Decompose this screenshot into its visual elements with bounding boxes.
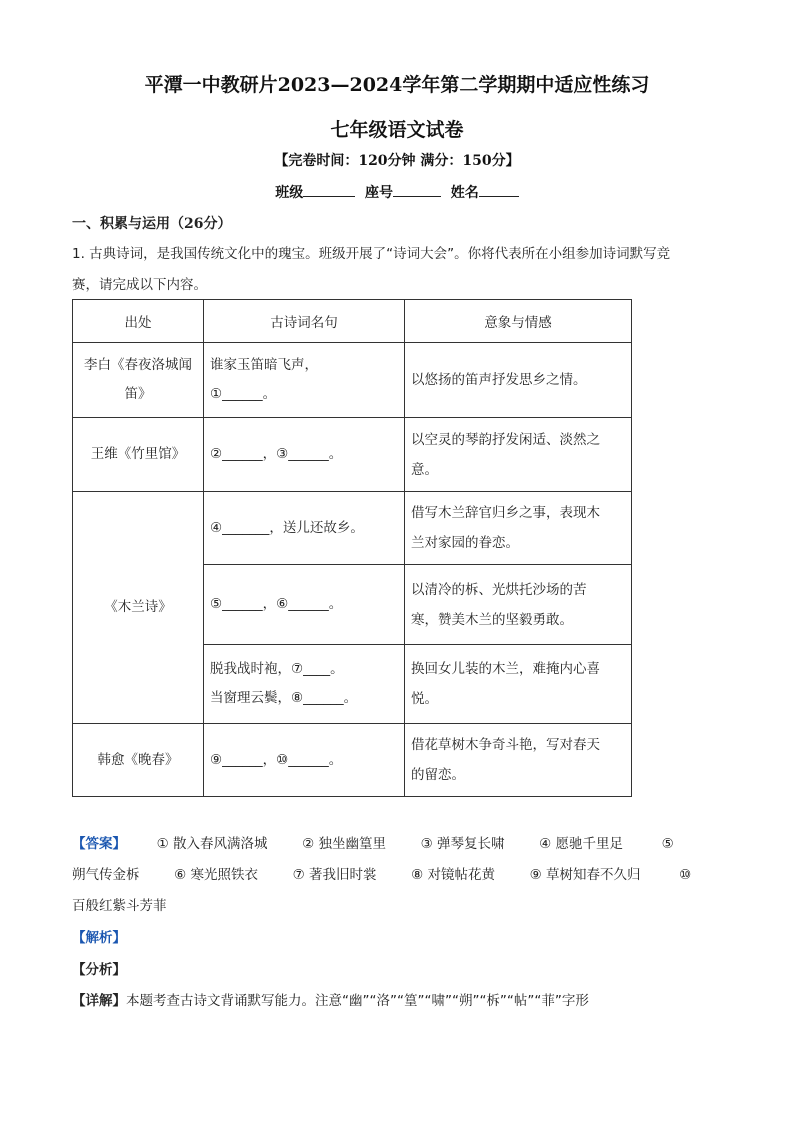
- meaning-cell: [405, 565, 632, 645]
- answer-label: 【答案】: [72, 836, 126, 852]
- source-text: 笛》: [124, 386, 152, 402]
- student-info-line: [0, 181, 794, 202]
- meaning-text: 以清冷的柝、光烘托沙场的苦: [411, 581, 587, 598]
- seat-label: 座号: [365, 185, 393, 201]
- meaning-cell: [405, 724, 632, 797]
- answer-item: ② 独坐幽篁里: [302, 836, 386, 852]
- detail-text: 本题考查古诗文背诵默写能力。注意“幽”“洛”“篁”“啸”“朔”“柝”“帖”“菲”字形: [126, 993, 589, 1009]
- answer-item: 百般红紫斗芳菲: [72, 898, 167, 914]
- meaning-text: 以悠扬的笛声抒发思乡之情。: [411, 372, 587, 388]
- answer-item-number: ⑤: [661, 836, 674, 852]
- source-cell: [73, 724, 204, 797]
- detail-line: [72, 989, 589, 1009]
- answer-item: ⑧ 对镜帖花黄: [411, 867, 495, 883]
- source-text: 王维《竹里馆》: [90, 446, 186, 462]
- question-intro: [72, 239, 722, 301]
- meaning-cell: [405, 645, 632, 724]
- verse-text[interactable]: 脱我战时袍，⑦____。: [210, 661, 344, 677]
- meaning-text: 借写木兰辞官归乡之事，表现木: [411, 505, 600, 521]
- section-heading: 一、积累与运用（26分）: [72, 216, 232, 232]
- meaning-text: 兰对家园的眷恋。: [411, 535, 519, 551]
- verse-cell: [204, 724, 405, 797]
- meaning-text: 换回女儿装的木兰，难掩内心喜悦。: [411, 661, 600, 707]
- meaning-text: 的留恋。: [411, 767, 465, 783]
- meaning-cell: [405, 492, 632, 565]
- verse-text[interactable]: ⑤______，⑥______。: [210, 596, 343, 612]
- table-header: 意象与情感: [405, 300, 632, 343]
- question-intro-line: 赛，请完成以下内容。: [72, 277, 207, 293]
- table-row: [73, 418, 632, 492]
- meaning-text: 意。: [411, 461, 438, 478]
- verse-cell: [204, 418, 405, 492]
- meaning-cell: [405, 418, 632, 492]
- verse-cell: [204, 492, 405, 565]
- meaning-text: 借花草树木争奇斗艳，写对春天: [411, 737, 600, 753]
- detail-label: 【详解】: [72, 993, 126, 1009]
- answer-item: ④ 愿驰千里足: [539, 836, 623, 852]
- meaning-text: 以空灵的琴韵抒发闲适、淡然之: [411, 431, 600, 448]
- meaning-cell: [405, 343, 632, 418]
- answer-line: [72, 832, 674, 852]
- table-header: 古诗词名句: [204, 300, 405, 343]
- answer-item: ① 散入春风满洛城: [156, 836, 268, 852]
- verse-text[interactable]: 当窗理云鬓，⑧______。: [210, 690, 358, 706]
- source-cell: [73, 343, 204, 418]
- verse-text[interactable]: ④_______，送儿还故乡。: [210, 519, 364, 536]
- question-intro-line: 1. 古典诗词，是我国传统文化中的瑰宝。班级开展了“诗词大会”。你将代表所在小组参加诗词默写竞: [72, 246, 671, 262]
- name-blank[interactable]: [479, 181, 519, 197]
- answer-line: [72, 894, 167, 914]
- source-text: 李白《春夜洛城闻: [84, 357, 192, 373]
- source-cell: [73, 418, 204, 492]
- answer-item: ⑥ 寒光照铁衣: [174, 867, 258, 883]
- verse-cell: [204, 645, 405, 724]
- source-text: 韩愈《晚春》: [97, 751, 179, 768]
- source-text: 《木兰诗》: [104, 599, 172, 615]
- exam-info: 【完卷时间：120分钟 满分：150分】: [274, 153, 520, 169]
- answer-item: 朔气传金柝: [72, 867, 140, 883]
- class-blank[interactable]: [303, 181, 355, 197]
- answer-item: ⑨ 草树知春不久归: [529, 867, 641, 883]
- name-label: 姓名: [450, 185, 479, 201]
- poetry-table: [72, 299, 632, 797]
- answer-item: ⑦ 著我旧时裳: [292, 867, 377, 883]
- table-row: [73, 343, 632, 418]
- source-cell: [73, 492, 204, 724]
- table-header: 出处: [73, 300, 204, 343]
- seat-blank[interactable]: [393, 181, 441, 197]
- verse-cell: [204, 565, 405, 645]
- page-title: 平潭一中教研片2023—2024学年第二学期期中适应性练习: [144, 74, 650, 96]
- verse-text[interactable]: ①______。: [210, 386, 277, 402]
- answer-block: [72, 832, 726, 1032]
- table-row: [73, 724, 632, 797]
- analysis-label: 【解析】: [72, 930, 126, 946]
- table-row: [73, 492, 632, 565]
- verse-text[interactable]: ⑨______，⑩______。: [210, 751, 343, 768]
- page-subtitle: 七年级语文试卷: [330, 119, 464, 141]
- meaning-text: 寒，赞美木兰的坚毅勇敢。: [411, 611, 573, 628]
- verse-cell: [204, 343, 405, 418]
- verse-text[interactable]: ②______，③______。: [210, 446, 343, 462]
- verse-text: 谁家玉笛暗飞声，: [210, 357, 318, 373]
- class-label: 班级: [275, 185, 304, 201]
- answer-item: ③ 弹琴复长啸: [420, 836, 505, 852]
- answer-line: [72, 863, 691, 883]
- answer-item-number: ⑩: [679, 867, 692, 883]
- fenxi-label: 【分析】: [72, 962, 126, 978]
